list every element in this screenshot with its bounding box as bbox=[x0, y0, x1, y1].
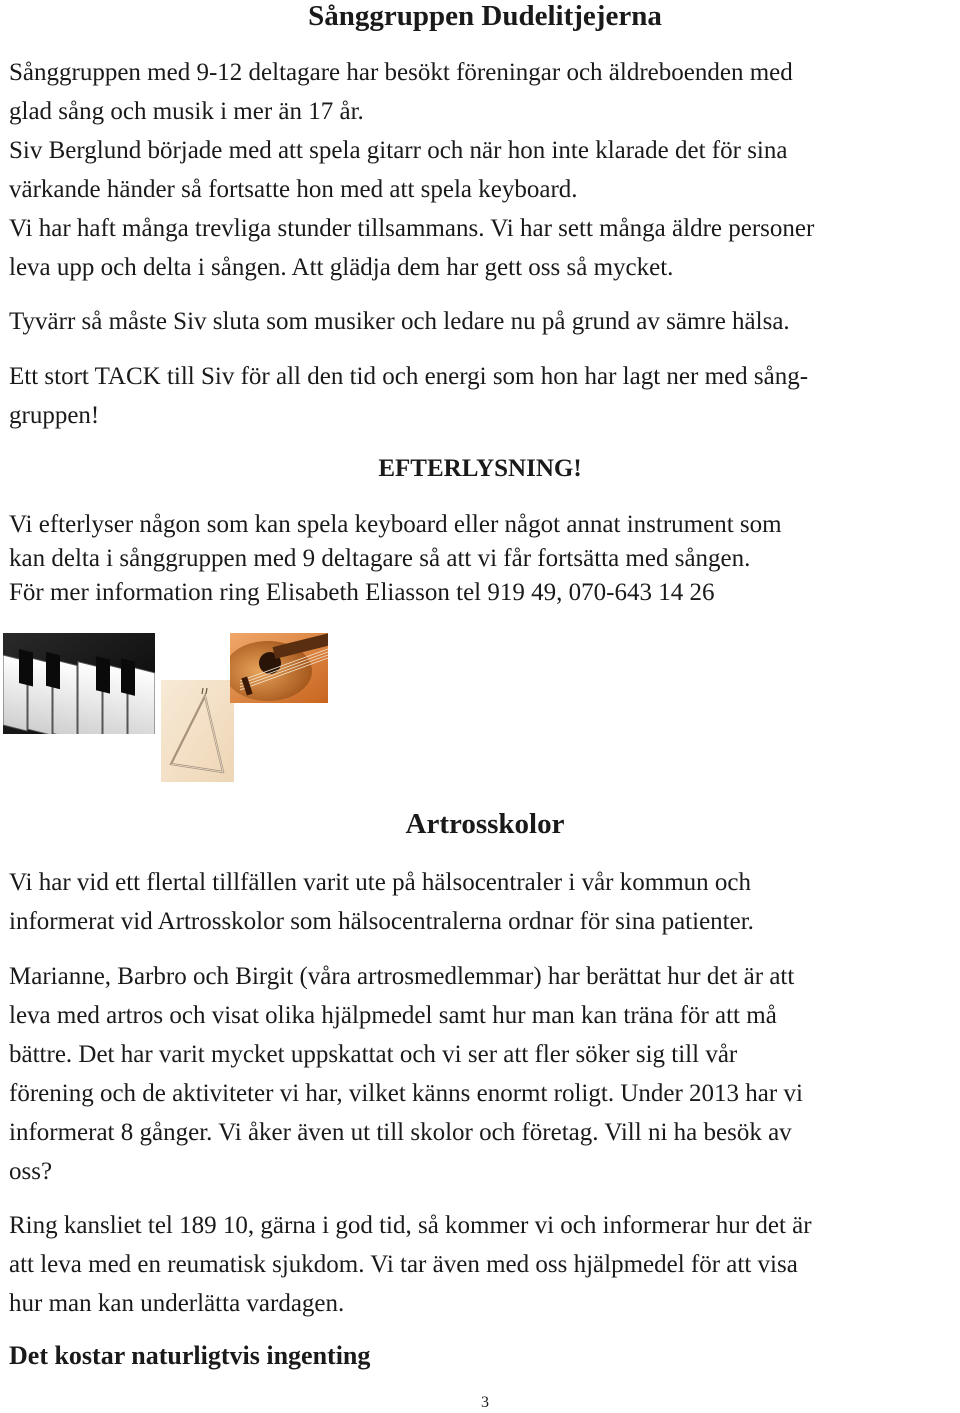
text-line: Siv Berglund började med att spela gitarr och när hon inte klarade det för sina bbox=[9, 137, 788, 164]
page-number: 3 bbox=[481, 1394, 489, 1411]
song-health-paragraph bbox=[9, 302, 959, 341]
text-line: värkande händer så fortsatte hon med att spela keyboard. bbox=[9, 176, 578, 203]
text-line: glad sång och musik i mer än 17 år. bbox=[9, 98, 364, 125]
artros-intro-paragraph bbox=[9, 863, 959, 941]
text-line: informerat vid Artrosskolor som hälsocentralerna ordnar för sina patienter. bbox=[9, 908, 754, 935]
artros-section-title: Artrosskolor bbox=[405, 808, 565, 840]
text-line: Vi har haft många trevliga stunder tillsammans. Vi har sett många äldre personer bbox=[9, 215, 815, 242]
text-line: Vi efterlyser någon som kan spela keyboard eller något annat instrument som bbox=[9, 511, 782, 538]
text-line: kan delta i sånggruppen med 9 deltagare så att vi får fortsätta med sången. bbox=[9, 545, 751, 572]
notice-paragraph bbox=[9, 508, 959, 610]
artros-members-paragraph bbox=[9, 957, 959, 1191]
text-line: gruppen! bbox=[9, 402, 100, 429]
text-line: leva med artros och visat olika hjälpmedel samt hur man kan träna för att må bbox=[9, 1002, 777, 1029]
song-section-title: Sånggruppen Dudelitjejerna bbox=[308, 0, 662, 32]
text-line: Ett stort TACK till Siv för all den tid och energi som hon har lagt ner med sång- bbox=[9, 363, 809, 390]
text-line: Sånggruppen med 9-12 deltagare har besökt föreningar och äldreboenden med bbox=[9, 59, 793, 86]
text-line: att leva med en reumatisk sjukdom. Vi tar även med oss hjälpmedel för att visa bbox=[9, 1251, 798, 1278]
text-line: Vi har vid ett flertal tillfällen varit ute på hälsocentraler i vår kommun och bbox=[9, 869, 751, 896]
text-line: För mer information ring Elisabeth Eliasson tel 919 49, 070-643 14 26 bbox=[9, 579, 715, 606]
text-line: förening och de aktiviteter vi har, vilket känns enormt roligt. Under 2013 har vi bbox=[9, 1080, 803, 1107]
text-line: oss? bbox=[9, 1158, 53, 1185]
text-line: informerat 8 gånger. Vi åker även ut till skolor och företag. Vill ni ha besök av bbox=[9, 1119, 792, 1146]
triangle-icon bbox=[161, 680, 234, 782]
text-line: Tyvärr så måste Siv sluta som musiker och ledare nu på grund av sämre hälsa. bbox=[9, 308, 790, 335]
song-thanks-paragraph bbox=[9, 357, 959, 435]
text-line: leva upp och delta i sången. Att glädja dem har gett oss så mycket. bbox=[9, 254, 674, 281]
guitar-icon bbox=[230, 633, 328, 703]
text-line: Marianne, Barbro och Birgit (våra artrosmedlemmar) har berättat hur det är att bbox=[9, 963, 795, 990]
artros-contact-paragraph bbox=[9, 1206, 959, 1323]
notice-heading: EFTERLYSNING! bbox=[378, 455, 582, 482]
text-line: hur man kan underlätta vardagen. bbox=[9, 1290, 345, 1317]
text-line: Ring kansliet tel 189 10, gärna i god tid, så kommer vi och informerar hur det är bbox=[9, 1212, 812, 1239]
piano-icon bbox=[3, 633, 155, 734]
text-line: bättre. Det har varit mycket uppskattat och vi ser att fler söker sig till vår bbox=[9, 1041, 738, 1068]
song-intro-paragraph bbox=[9, 53, 959, 287]
closing-statement: Det kostar naturligtvis ingenting bbox=[9, 1341, 371, 1370]
